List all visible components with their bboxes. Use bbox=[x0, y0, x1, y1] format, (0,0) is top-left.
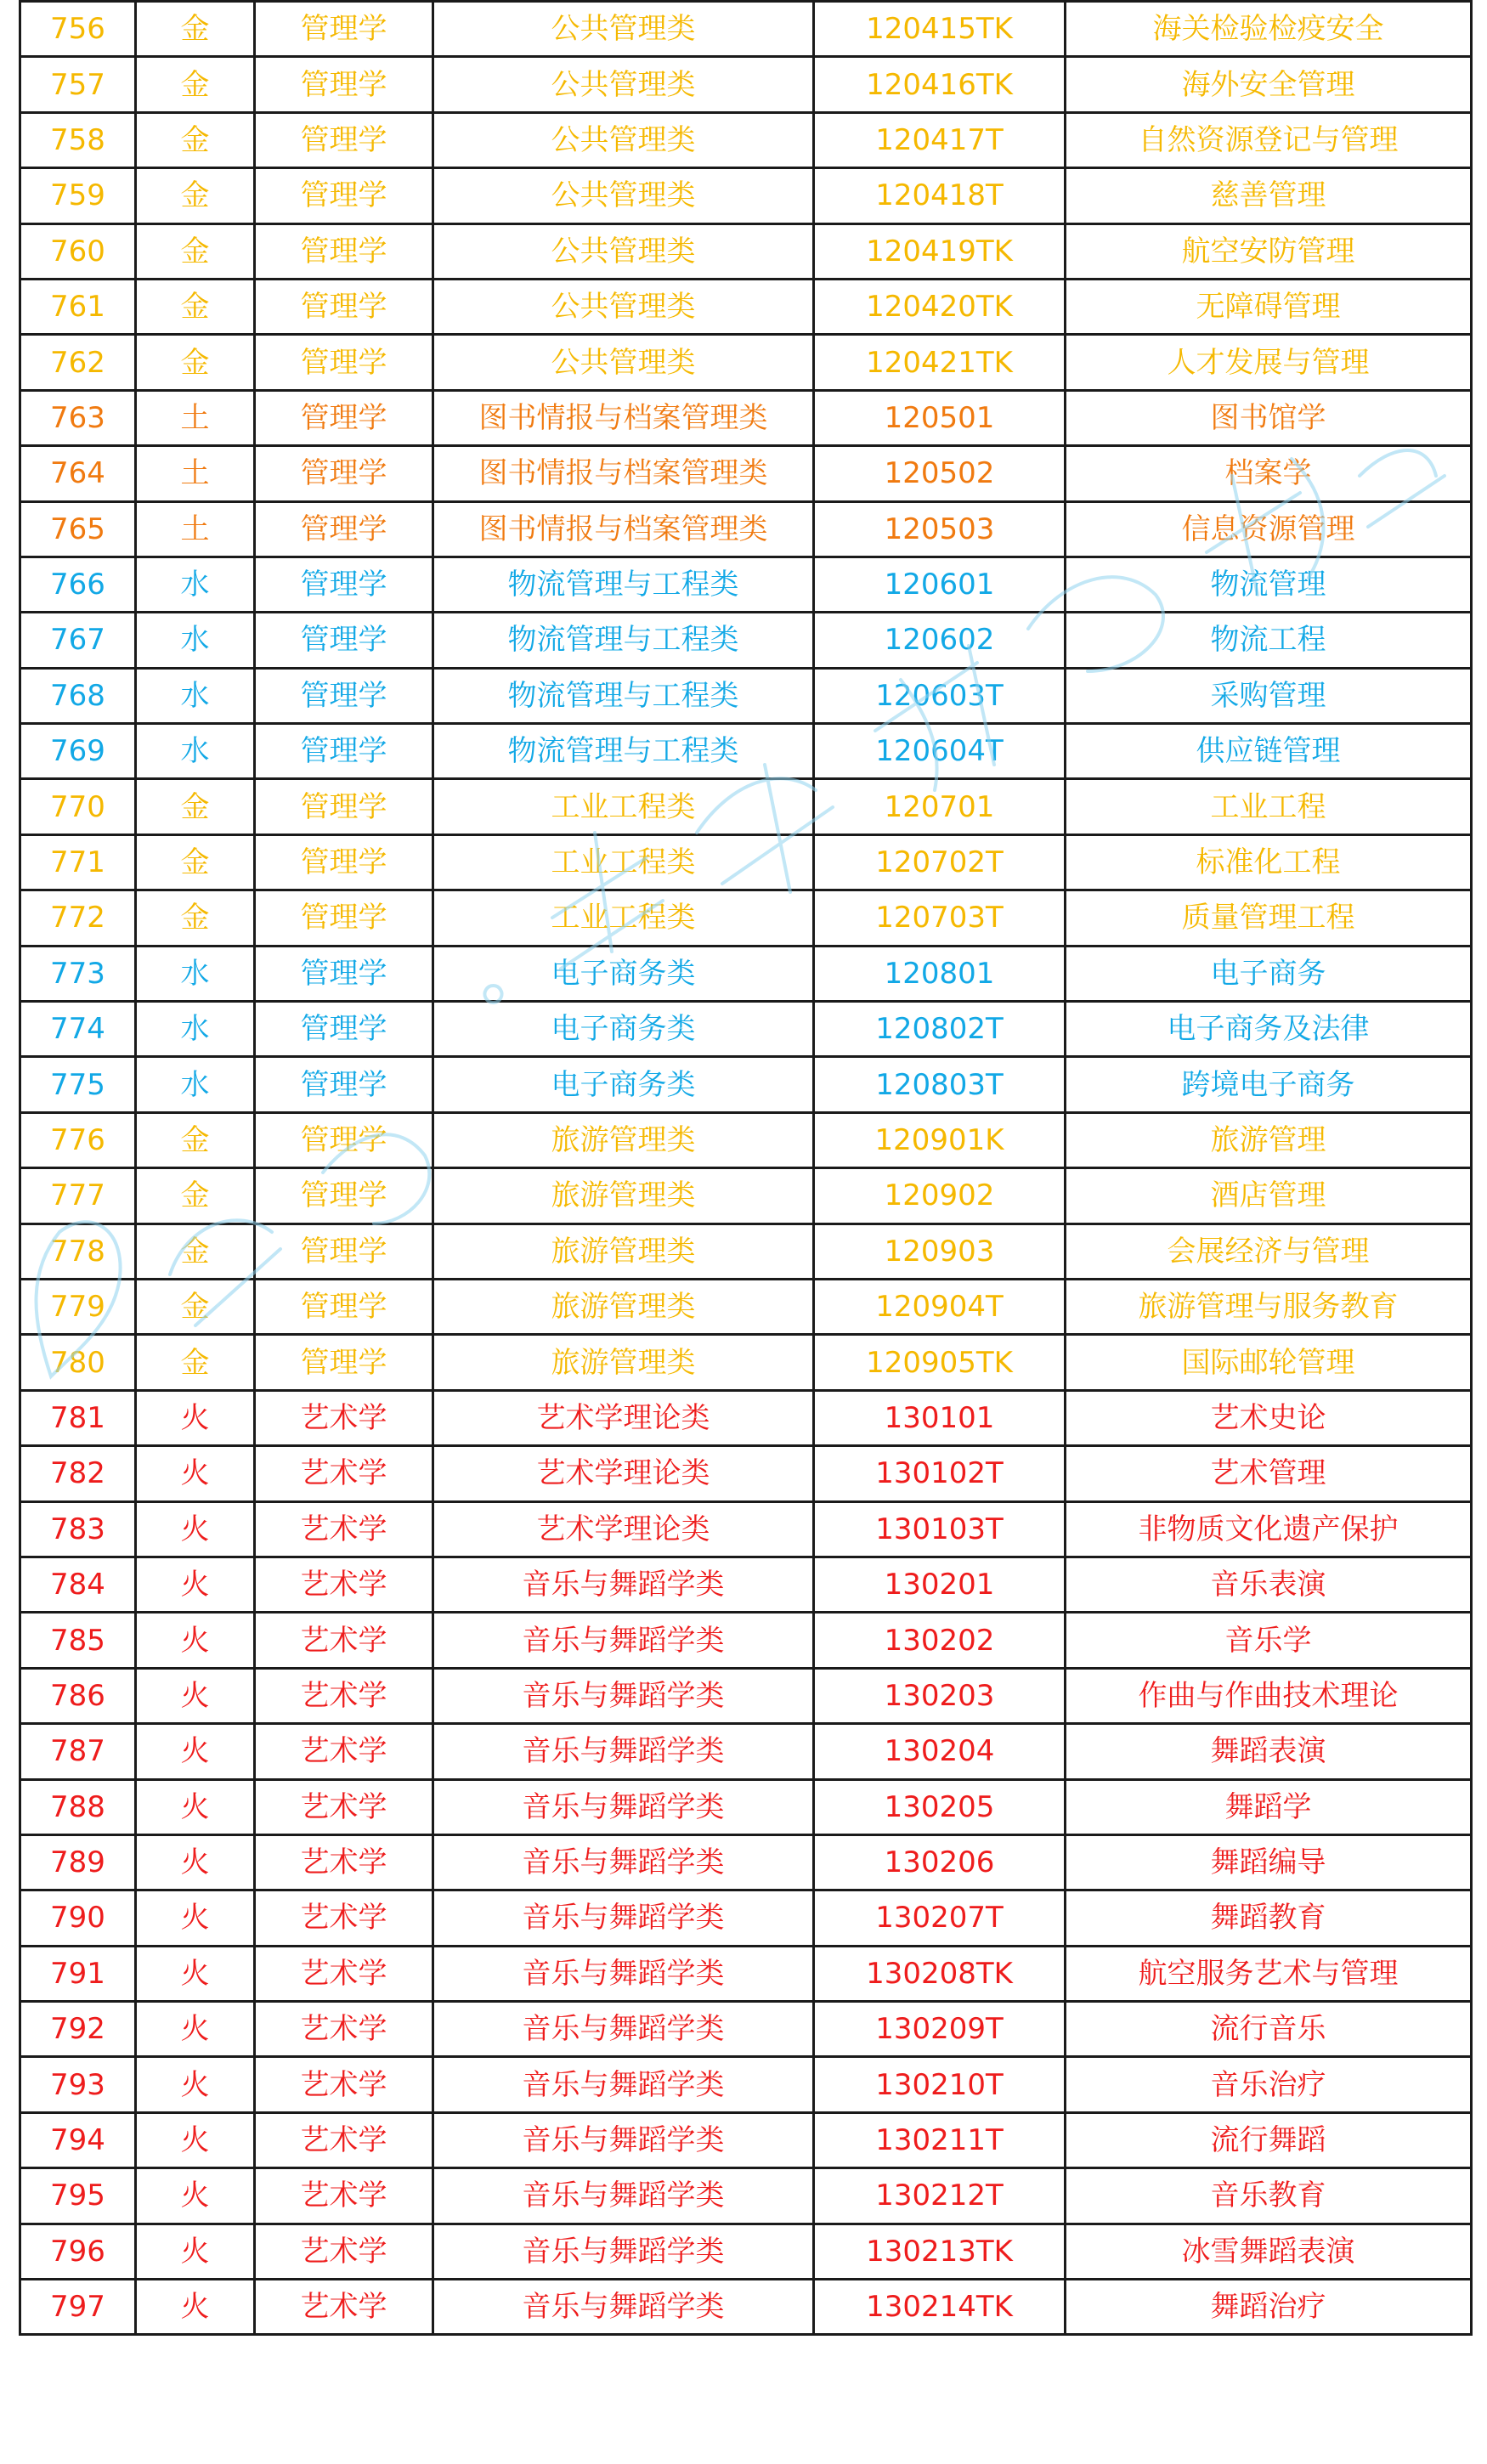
cell-category: 公共管理类 bbox=[433, 223, 814, 279]
cell-major: 无障碍管理 bbox=[1066, 279, 1472, 334]
cell-category: 艺术学理论类 bbox=[433, 1390, 814, 1445]
table-row bbox=[20, 946, 1472, 1001]
cell-code: 120903 bbox=[814, 1224, 1066, 1279]
cell-number: 772 bbox=[20, 890, 136, 946]
cell-discipline: 管理学 bbox=[255, 1057, 433, 1112]
cell-element: 金 bbox=[136, 168, 255, 223]
cell-number: 795 bbox=[20, 2168, 136, 2224]
cell-number: 793 bbox=[20, 2057, 136, 2112]
cell-discipline: 艺术学 bbox=[255, 1557, 433, 1612]
cell-code: 120501 bbox=[814, 390, 1066, 445]
cell-code: 130211T bbox=[814, 2112, 1066, 2167]
cell-category: 公共管理类 bbox=[433, 112, 814, 167]
cell-number: 797 bbox=[20, 2280, 136, 2335]
cell-category: 电子商务类 bbox=[433, 1057, 814, 1112]
cell-number: 786 bbox=[20, 1668, 136, 1723]
cell-discipline: 艺术学 bbox=[255, 1890, 433, 1946]
cell-element: 水 bbox=[136, 1002, 255, 1057]
table-row bbox=[20, 1779, 1472, 1834]
cell-number: 769 bbox=[20, 724, 136, 779]
table-row bbox=[20, 1890, 1472, 1946]
cell-discipline: 艺术学 bbox=[255, 1613, 433, 1668]
cell-number: 766 bbox=[20, 557, 136, 612]
table-row bbox=[20, 2112, 1472, 2167]
cell-category: 音乐与舞蹈学类 bbox=[433, 2224, 814, 2279]
table-row bbox=[20, 2057, 1472, 2112]
cell-category: 工业工程类 bbox=[433, 834, 814, 890]
cell-discipline: 管理学 bbox=[255, 1112, 433, 1167]
cell-discipline: 艺术学 bbox=[255, 2168, 433, 2224]
cell-discipline: 管理学 bbox=[255, 668, 433, 723]
cell-code: 120703T bbox=[814, 890, 1066, 946]
cell-code: 120602 bbox=[814, 613, 1066, 668]
cell-category: 图书情报与档案管理类 bbox=[433, 446, 814, 501]
cell-discipline: 管理学 bbox=[255, 613, 433, 668]
cell-category: 音乐与舞蹈学类 bbox=[433, 1724, 814, 1779]
table-row bbox=[20, 1335, 1472, 1390]
table-row bbox=[20, 390, 1472, 445]
cell-code: 130201 bbox=[814, 1557, 1066, 1612]
cell-major: 音乐表演 bbox=[1066, 1557, 1472, 1612]
cell-number: 761 bbox=[20, 279, 136, 334]
cell-major: 流行舞蹈 bbox=[1066, 2112, 1472, 2167]
cell-category: 音乐与舞蹈学类 bbox=[433, 1834, 814, 1890]
cell-number: 789 bbox=[20, 1834, 136, 1890]
table-row bbox=[20, 223, 1472, 279]
cell-discipline: 艺术学 bbox=[255, 2224, 433, 2279]
cell-major: 海外安全管理 bbox=[1066, 57, 1472, 112]
majors-table bbox=[19, 0, 1473, 2336]
cell-major: 舞蹈教育 bbox=[1066, 1890, 1472, 1946]
cell-number: 782 bbox=[20, 1446, 136, 1501]
cell-code: 120420TK bbox=[814, 279, 1066, 334]
cell-code: 130207T bbox=[814, 1890, 1066, 1946]
cell-major: 冰雪舞蹈表演 bbox=[1066, 2224, 1472, 2279]
cell-element: 金 bbox=[136, 1168, 255, 1224]
table-row bbox=[20, 834, 1472, 890]
cell-category: 音乐与舞蹈学类 bbox=[433, 2112, 814, 2167]
table-row bbox=[20, 1557, 1472, 1612]
cell-category: 物流管理与工程类 bbox=[433, 557, 814, 612]
cell-element: 金 bbox=[136, 335, 255, 390]
cell-code: 120415TK bbox=[814, 2, 1066, 57]
cell-discipline: 艺术学 bbox=[255, 2112, 433, 2167]
table-row bbox=[20, 57, 1472, 112]
cell-number: 796 bbox=[20, 2224, 136, 2279]
cell-category: 旅游管理类 bbox=[433, 1335, 814, 1390]
cell-number: 758 bbox=[20, 112, 136, 167]
cell-code: 120604T bbox=[814, 724, 1066, 779]
table-row bbox=[20, 2, 1472, 57]
cell-element: 火 bbox=[136, 2057, 255, 2112]
cell-discipline: 艺术学 bbox=[255, 1501, 433, 1557]
cell-discipline: 艺术学 bbox=[255, 1668, 433, 1723]
cell-code: 120601 bbox=[814, 557, 1066, 612]
cell-major: 旅游管理 bbox=[1066, 1112, 1472, 1167]
table-row bbox=[20, 2168, 1472, 2224]
cell-number: 780 bbox=[20, 1335, 136, 1390]
cell-category: 艺术学理论类 bbox=[433, 1501, 814, 1557]
cell-element: 水 bbox=[136, 1057, 255, 1112]
table-row bbox=[20, 613, 1472, 668]
cell-number: 764 bbox=[20, 446, 136, 501]
cell-major: 舞蹈编导 bbox=[1066, 1834, 1472, 1890]
cell-code: 120503 bbox=[814, 501, 1066, 557]
cell-element: 水 bbox=[136, 724, 255, 779]
table-row bbox=[20, 1946, 1472, 2001]
cell-major: 舞蹈表演 bbox=[1066, 1724, 1472, 1779]
cell-element: 土 bbox=[136, 501, 255, 557]
cell-element: 火 bbox=[136, 2168, 255, 2224]
table-row bbox=[20, 1501, 1472, 1557]
cell-category: 音乐与舞蹈学类 bbox=[433, 1890, 814, 1946]
cell-element: 金 bbox=[136, 834, 255, 890]
cell-element: 金 bbox=[136, 779, 255, 834]
cell-element: 土 bbox=[136, 446, 255, 501]
cell-discipline: 管理学 bbox=[255, 1224, 433, 1279]
cell-category: 音乐与舞蹈学类 bbox=[433, 1779, 814, 1834]
cell-element: 金 bbox=[136, 2, 255, 57]
cell-category: 音乐与舞蹈学类 bbox=[433, 2280, 814, 2335]
cell-element: 火 bbox=[136, 2002, 255, 2057]
cell-discipline: 管理学 bbox=[255, 1168, 433, 1224]
cell-discipline: 管理学 bbox=[255, 779, 433, 834]
table-row bbox=[20, 279, 1472, 334]
cell-discipline: 管理学 bbox=[255, 557, 433, 612]
cell-discipline: 管理学 bbox=[255, 946, 433, 1001]
cell-code: 120902 bbox=[814, 1168, 1066, 1224]
cell-number: 767 bbox=[20, 613, 136, 668]
cell-category: 音乐与舞蹈学类 bbox=[433, 1946, 814, 2001]
table-row bbox=[20, 1668, 1472, 1723]
cell-number: 760 bbox=[20, 223, 136, 279]
cell-code: 120802T bbox=[814, 1002, 1066, 1057]
cell-code: 120502 bbox=[814, 446, 1066, 501]
table-row bbox=[20, 112, 1472, 167]
cell-number: 785 bbox=[20, 1613, 136, 1668]
cell-element: 火 bbox=[136, 1724, 255, 1779]
cell-code: 120803T bbox=[814, 1057, 1066, 1112]
cell-element: 火 bbox=[136, 1613, 255, 1668]
cell-discipline: 艺术学 bbox=[255, 1779, 433, 1834]
cell-element: 土 bbox=[136, 390, 255, 445]
cell-category: 旅游管理类 bbox=[433, 1168, 814, 1224]
cell-discipline: 艺术学 bbox=[255, 1390, 433, 1445]
cell-discipline: 管理学 bbox=[255, 168, 433, 223]
cell-category: 艺术学理论类 bbox=[433, 1446, 814, 1501]
cell-major: 工业工程 bbox=[1066, 779, 1472, 834]
cell-code: 130210T bbox=[814, 2057, 1066, 2112]
cell-code: 120702T bbox=[814, 834, 1066, 890]
cell-code: 120603T bbox=[814, 668, 1066, 723]
cell-major: 航空服务艺术与管理 bbox=[1066, 1946, 1472, 2001]
cell-code: 130103T bbox=[814, 1501, 1066, 1557]
cell-code: 130102T bbox=[814, 1446, 1066, 1501]
table-row bbox=[20, 168, 1472, 223]
cell-number: 763 bbox=[20, 390, 136, 445]
cell-discipline: 管理学 bbox=[255, 1279, 433, 1334]
cell-category: 物流管理与工程类 bbox=[433, 613, 814, 668]
cell-element: 火 bbox=[136, 1501, 255, 1557]
cell-element: 金 bbox=[136, 1279, 255, 1334]
cell-code: 130101 bbox=[814, 1390, 1066, 1445]
cell-number: 762 bbox=[20, 335, 136, 390]
cell-code: 120901K bbox=[814, 1112, 1066, 1167]
cell-major: 酒店管理 bbox=[1066, 1168, 1472, 1224]
cell-code: 130213TK bbox=[814, 2224, 1066, 2279]
cell-category: 音乐与舞蹈学类 bbox=[433, 2168, 814, 2224]
cell-number: 757 bbox=[20, 57, 136, 112]
cell-discipline: 管理学 bbox=[255, 1002, 433, 1057]
table-row bbox=[20, 2224, 1472, 2279]
cell-category: 电子商务类 bbox=[433, 946, 814, 1001]
cell-number: 779 bbox=[20, 1279, 136, 1334]
cell-number: 768 bbox=[20, 668, 136, 723]
cell-major: 电子商务及法律 bbox=[1066, 1002, 1472, 1057]
table-row bbox=[20, 668, 1472, 723]
cell-category: 音乐与舞蹈学类 bbox=[433, 1613, 814, 1668]
cell-element: 火 bbox=[136, 2280, 255, 2335]
cell-element: 金 bbox=[136, 1112, 255, 1167]
cell-major: 艺术管理 bbox=[1066, 1446, 1472, 1501]
table-row bbox=[20, 1224, 1472, 1279]
cell-number: 756 bbox=[20, 2, 136, 57]
cell-number: 794 bbox=[20, 2112, 136, 2167]
cell-category: 公共管理类 bbox=[433, 2, 814, 57]
cell-major: 跨境电子商务 bbox=[1066, 1057, 1472, 1112]
cell-element: 火 bbox=[136, 1890, 255, 1946]
table-row bbox=[20, 1724, 1472, 1779]
cell-major: 作曲与作曲技术理论 bbox=[1066, 1668, 1472, 1723]
cell-major: 会展经济与管理 bbox=[1066, 1224, 1472, 1279]
table-row bbox=[20, 1057, 1472, 1112]
cell-element: 金 bbox=[136, 279, 255, 334]
cell-element: 火 bbox=[136, 1668, 255, 1723]
cell-number: 790 bbox=[20, 1890, 136, 1946]
cell-element: 火 bbox=[136, 1557, 255, 1612]
cell-element: 火 bbox=[136, 1779, 255, 1834]
cell-major: 音乐教育 bbox=[1066, 2168, 1472, 2224]
cell-code: 130204 bbox=[814, 1724, 1066, 1779]
cell-code: 120905TK bbox=[814, 1335, 1066, 1390]
cell-major: 信息资源管理 bbox=[1066, 501, 1472, 557]
table-row bbox=[20, 446, 1472, 501]
cell-discipline: 管理学 bbox=[255, 1335, 433, 1390]
cell-major: 档案学 bbox=[1066, 446, 1472, 501]
cell-category: 音乐与舞蹈学类 bbox=[433, 1668, 814, 1723]
cell-discipline: 艺术学 bbox=[255, 2280, 433, 2335]
cell-category: 图书情报与档案管理类 bbox=[433, 390, 814, 445]
cell-code: 130203 bbox=[814, 1668, 1066, 1723]
table-row bbox=[20, 501, 1472, 557]
cell-code: 130214TK bbox=[814, 2280, 1066, 2335]
cell-major: 采购管理 bbox=[1066, 668, 1472, 723]
cell-code: 120416TK bbox=[814, 57, 1066, 112]
cell-category: 旅游管理类 bbox=[433, 1224, 814, 1279]
cell-discipline: 艺术学 bbox=[255, 2057, 433, 2112]
cell-number: 770 bbox=[20, 779, 136, 834]
cell-major: 艺术史论 bbox=[1066, 1390, 1472, 1445]
cell-code: 120701 bbox=[814, 779, 1066, 834]
cell-number: 765 bbox=[20, 501, 136, 557]
cell-code: 130202 bbox=[814, 1613, 1066, 1668]
cell-category: 公共管理类 bbox=[433, 279, 814, 334]
cell-discipline: 管理学 bbox=[255, 2, 433, 57]
cell-element: 金 bbox=[136, 57, 255, 112]
cell-element: 火 bbox=[136, 1446, 255, 1501]
cell-discipline: 管理学 bbox=[255, 390, 433, 445]
cell-major: 物流管理 bbox=[1066, 557, 1472, 612]
cell-discipline: 管理学 bbox=[255, 335, 433, 390]
cell-major: 非物质文化遗产保护 bbox=[1066, 1501, 1472, 1557]
cell-category: 电子商务类 bbox=[433, 1002, 814, 1057]
cell-category: 旅游管理类 bbox=[433, 1279, 814, 1334]
cell-major: 人才发展与管理 bbox=[1066, 335, 1472, 390]
cell-discipline: 管理学 bbox=[255, 223, 433, 279]
cell-major: 音乐学 bbox=[1066, 1613, 1472, 1668]
cell-discipline: 管理学 bbox=[255, 501, 433, 557]
cell-discipline: 管理学 bbox=[255, 112, 433, 167]
cell-element: 金 bbox=[136, 890, 255, 946]
cell-element: 火 bbox=[136, 1390, 255, 1445]
cell-category: 公共管理类 bbox=[433, 335, 814, 390]
cell-number: 784 bbox=[20, 1557, 136, 1612]
cell-category: 图书情报与档案管理类 bbox=[433, 501, 814, 557]
cell-discipline: 艺术学 bbox=[255, 2002, 433, 2057]
cell-discipline: 管理学 bbox=[255, 834, 433, 890]
cell-discipline: 管理学 bbox=[255, 57, 433, 112]
cell-number: 787 bbox=[20, 1724, 136, 1779]
cell-element: 金 bbox=[136, 223, 255, 279]
table-row bbox=[20, 1390, 1472, 1445]
cell-major: 供应链管理 bbox=[1066, 724, 1472, 779]
cell-major: 标准化工程 bbox=[1066, 834, 1472, 890]
cell-category: 工业工程类 bbox=[433, 890, 814, 946]
cell-number: 773 bbox=[20, 946, 136, 1001]
cell-element: 水 bbox=[136, 946, 255, 1001]
cell-discipline: 管理学 bbox=[255, 446, 433, 501]
cell-discipline: 艺术学 bbox=[255, 1446, 433, 1501]
cell-category: 工业工程类 bbox=[433, 779, 814, 834]
cell-number: 777 bbox=[20, 1168, 136, 1224]
cell-major: 海关检验检疫安全 bbox=[1066, 2, 1472, 57]
cell-element: 火 bbox=[136, 2112, 255, 2167]
table-row bbox=[20, 2002, 1472, 2057]
table-row bbox=[20, 1446, 1472, 1501]
cell-number: 771 bbox=[20, 834, 136, 890]
cell-category: 公共管理类 bbox=[433, 168, 814, 223]
cell-category: 音乐与舞蹈学类 bbox=[433, 2002, 814, 2057]
cell-element: 火 bbox=[136, 1946, 255, 2001]
table-row bbox=[20, 779, 1472, 834]
cell-major: 舞蹈治疗 bbox=[1066, 2280, 1472, 2335]
cell-number: 791 bbox=[20, 1946, 136, 2001]
table-row bbox=[20, 335, 1472, 390]
cell-category: 物流管理与工程类 bbox=[433, 724, 814, 779]
cell-element: 水 bbox=[136, 613, 255, 668]
cell-major: 质量管理工程 bbox=[1066, 890, 1472, 946]
cell-code: 120419TK bbox=[814, 223, 1066, 279]
cell-element: 金 bbox=[136, 112, 255, 167]
cell-discipline: 艺术学 bbox=[255, 1946, 433, 2001]
cell-discipline: 管理学 bbox=[255, 890, 433, 946]
table-row bbox=[20, 1112, 1472, 1167]
table-body bbox=[20, 2, 1472, 2335]
cell-category: 音乐与舞蹈学类 bbox=[433, 1557, 814, 1612]
cell-major: 图书馆学 bbox=[1066, 390, 1472, 445]
cell-major: 流行音乐 bbox=[1066, 2002, 1472, 2057]
table-row bbox=[20, 1613, 1472, 1668]
cell-discipline: 管理学 bbox=[255, 724, 433, 779]
table-row bbox=[20, 1279, 1472, 1334]
cell-category: 旅游管理类 bbox=[433, 1112, 814, 1167]
cell-major: 航空安防管理 bbox=[1066, 223, 1472, 279]
cell-number: 792 bbox=[20, 2002, 136, 2057]
cell-element: 水 bbox=[136, 668, 255, 723]
cell-element: 金 bbox=[136, 1335, 255, 1390]
cell-code: 130206 bbox=[814, 1834, 1066, 1890]
cell-major: 物流工程 bbox=[1066, 613, 1472, 668]
cell-element: 水 bbox=[136, 557, 255, 612]
majors-table-container bbox=[19, 0, 1470, 2336]
cell-element: 火 bbox=[136, 1834, 255, 1890]
cell-number: 778 bbox=[20, 1224, 136, 1279]
cell-code: 130205 bbox=[814, 1779, 1066, 1834]
cell-code: 130209T bbox=[814, 2002, 1066, 2057]
cell-major: 自然资源登记与管理 bbox=[1066, 112, 1472, 167]
cell-number: 783 bbox=[20, 1501, 136, 1557]
table-row bbox=[20, 2280, 1472, 2335]
cell-category: 公共管理类 bbox=[433, 57, 814, 112]
table-row bbox=[20, 724, 1472, 779]
cell-code: 120417T bbox=[814, 112, 1066, 167]
cell-element: 金 bbox=[136, 1224, 255, 1279]
cell-code: 120801 bbox=[814, 946, 1066, 1001]
cell-major: 电子商务 bbox=[1066, 946, 1472, 1001]
cell-number: 788 bbox=[20, 1779, 136, 1834]
cell-code: 120418T bbox=[814, 168, 1066, 223]
table-row bbox=[20, 1002, 1472, 1057]
cell-discipline: 艺术学 bbox=[255, 1834, 433, 1890]
cell-code: 130208TK bbox=[814, 1946, 1066, 2001]
cell-category: 物流管理与工程类 bbox=[433, 668, 814, 723]
table-row bbox=[20, 557, 1472, 612]
cell-major: 国际邮轮管理 bbox=[1066, 1335, 1472, 1390]
cell-category: 音乐与舞蹈学类 bbox=[433, 2057, 814, 2112]
cell-number: 781 bbox=[20, 1390, 136, 1445]
table-row bbox=[20, 1168, 1472, 1224]
table-row bbox=[20, 1834, 1472, 1890]
table-row bbox=[20, 890, 1472, 946]
cell-discipline: 管理学 bbox=[255, 279, 433, 334]
cell-code: 130212T bbox=[814, 2168, 1066, 2224]
cell-number: 774 bbox=[20, 1002, 136, 1057]
cell-major: 旅游管理与服务教育 bbox=[1066, 1279, 1472, 1334]
cell-number: 776 bbox=[20, 1112, 136, 1167]
cell-major: 音乐治疗 bbox=[1066, 2057, 1472, 2112]
cell-number: 775 bbox=[20, 1057, 136, 1112]
cell-major: 舞蹈学 bbox=[1066, 1779, 1472, 1834]
cell-code: 120904T bbox=[814, 1279, 1066, 1334]
cell-code: 120421TK bbox=[814, 335, 1066, 390]
cell-major: 慈善管理 bbox=[1066, 168, 1472, 223]
cell-number: 759 bbox=[20, 168, 136, 223]
cell-element: 火 bbox=[136, 2224, 255, 2279]
cell-discipline: 艺术学 bbox=[255, 1724, 433, 1779]
